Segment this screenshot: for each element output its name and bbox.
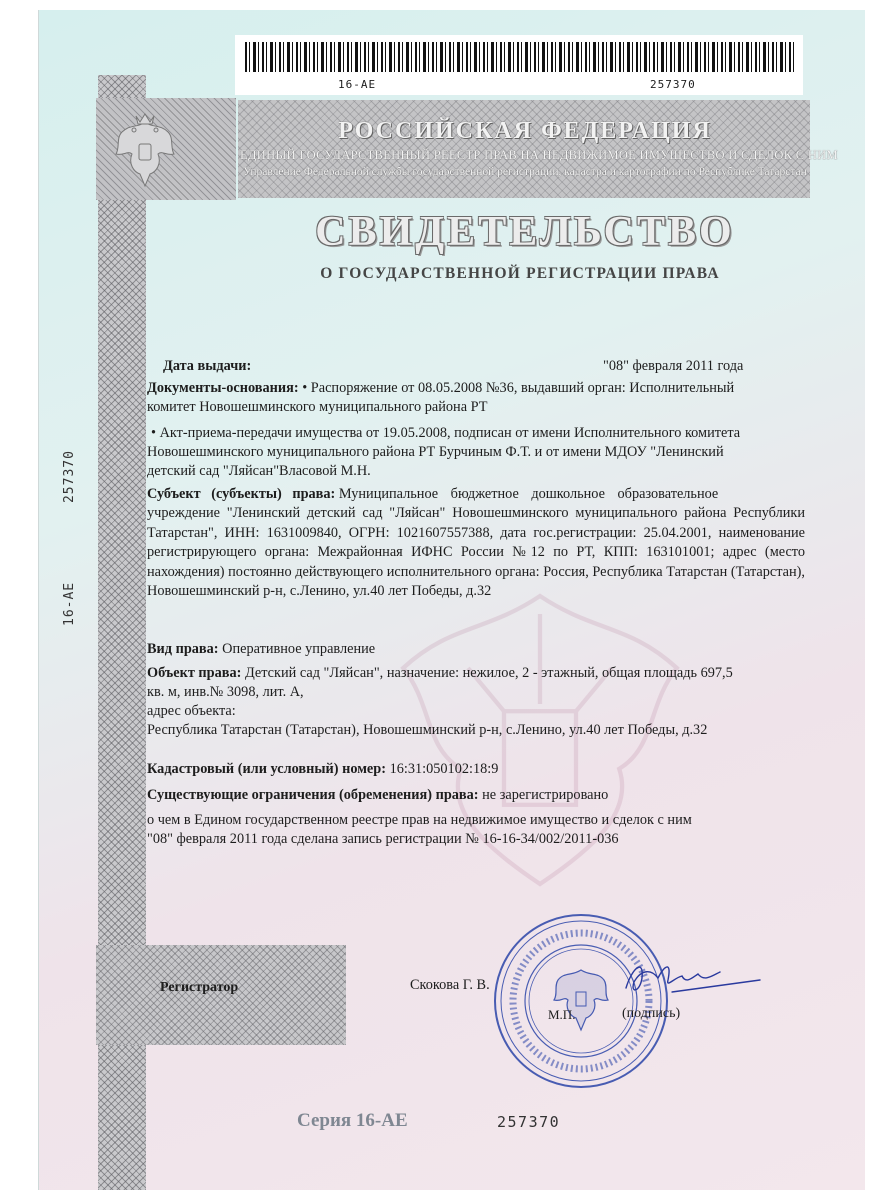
documents-line-2: комитет Новошешминского муниципального района РТ — [147, 399, 488, 415]
subject-label: Субъект (субъекты) права: — [147, 486, 336, 502]
record-line-1: о чем в Едином государственном реестре прав на недвижимое имущество и сделок с ним — [147, 812, 692, 828]
record-line-2: "08" февраля 2011 года сделана запись регистрации № 16-16-34/002/2011-036 — [147, 831, 619, 847]
margin-serial — [62, 450, 77, 626]
object-address: Республика Татарстан (Татарстан), Новошешминский р-н, с.Ленино, ул.40 лет Победы, д.32 — [147, 722, 708, 738]
object-description: Детский сад "Ляйсан", назначение: нежилое, 2 - этажный, общая площадь 697,5 — [244, 665, 733, 681]
subject-first-line — [147, 485, 805, 505]
seal-place-label: М.П. — [548, 1007, 576, 1022]
object-line-1 — [147, 664, 733, 684]
form-number: 257370 — [497, 1113, 561, 1131]
subject-value-start: Муниципальное бюджетное дошкольное образовательное — [338, 486, 719, 502]
right-type-row — [147, 640, 375, 660]
barcode-number: 257370 — [650, 78, 696, 91]
barcode — [245, 42, 795, 72]
subject-value: учреждение "Ленинский детский сад "Ляйсан" Новошешминского муниципального района Республики Татарстан", ИНН: 1631009840, ОГРН: 1021607557388, дата гос.регистрации: 25.04.2001, наименование регистрирующего органа: Межрайонная ИФНС России №12 по РТ, КПП: 163101001; адрес (место нахождения) постоянно действующего исполнительного органа: Россия, Республика Татарстан (Татарстан), Новошешминский р-н, с.Ленино, ул.40 лет Победы, д.32 — [147, 505, 805, 599]
cadastral-row — [147, 760, 498, 780]
right-type-value: Оперативное управление — [222, 641, 376, 657]
issue-date-value: "08" февраля 2011 года — [603, 358, 744, 374]
documents-item-1: • Распоряжение от 08.05.2008 №36, выдавший орган: Исполнительный — [302, 380, 735, 396]
encumbrance-label: Существующие ограничения (обременения) права: — [147, 787, 479, 803]
series-label: Серия 16-АЕ — [297, 1110, 408, 1131]
margin-series-code: 16-АЕ — [62, 581, 77, 626]
margin-number: 257370 — [62, 450, 77, 504]
registrar-label: Регистратор — [160, 980, 239, 995]
right-type-label: Вид права: — [147, 641, 219, 657]
cadastral-label: Кадастровый (или условный) номер: — [147, 761, 386, 777]
documents-line-1 — [147, 379, 734, 399]
act-line-1: • Акт-приема-передачи имущества от 19.05.2008, подписан от имени Исполнительного комитета — [151, 425, 741, 441]
document-title: СВИДЕТЕЛЬСТВО — [315, 209, 735, 255]
barcode-series-code: 16-АЕ — [338, 78, 377, 91]
country-title: РОССИЙСКАЯ ФЕДЕРАЦИЯ — [338, 118, 712, 144]
issue-date-label: Дата выдачи: — [163, 358, 252, 374]
handwritten-signature — [612, 948, 762, 1008]
registrar-name: Скокова Г. В. — [410, 977, 490, 993]
act-line-2: Новошешминского муниципального района РТ Бурчиным Ф.Т. и от имени МДОУ "Ленинский — [147, 444, 724, 460]
signature-caption: (подпись) — [622, 1006, 681, 1021]
object-label: Объект права: — [147, 665, 242, 681]
encumbrance-row — [147, 786, 608, 806]
document-subtitle: О ГОСУДАРСТВЕННОЙ РЕГИСТРАЦИИ ПРАВА — [320, 265, 720, 282]
object-address-label: адрес объекта: — [147, 703, 236, 719]
cadastral-number: 16:31:050102:18:9 — [389, 761, 499, 777]
object-line-2: кв. м, инв.№ 3098, лит. А, — [147, 684, 304, 700]
documents-label: Документы-основания: — [147, 380, 299, 396]
agency-title: Управление Федеральной службы государственной регистрации, кадастра и картографии по Республике Татарстан — [243, 166, 807, 178]
double-headed-eagle-icon — [110, 108, 180, 194]
act-line-3: детский сад "Ляйсан"Власовой М.Н. — [147, 463, 371, 479]
register-title: ЕДИНЫЙ ГОСУДАРСТВЕННЫЙ РЕЕСТР ПРАВ НА НЕДВИЖИМОЕ ИМУЩЕСТВО И СДЕЛОК С НИМ — [240, 148, 838, 162]
encumbrance-value: не зарегистрировано — [482, 787, 609, 803]
